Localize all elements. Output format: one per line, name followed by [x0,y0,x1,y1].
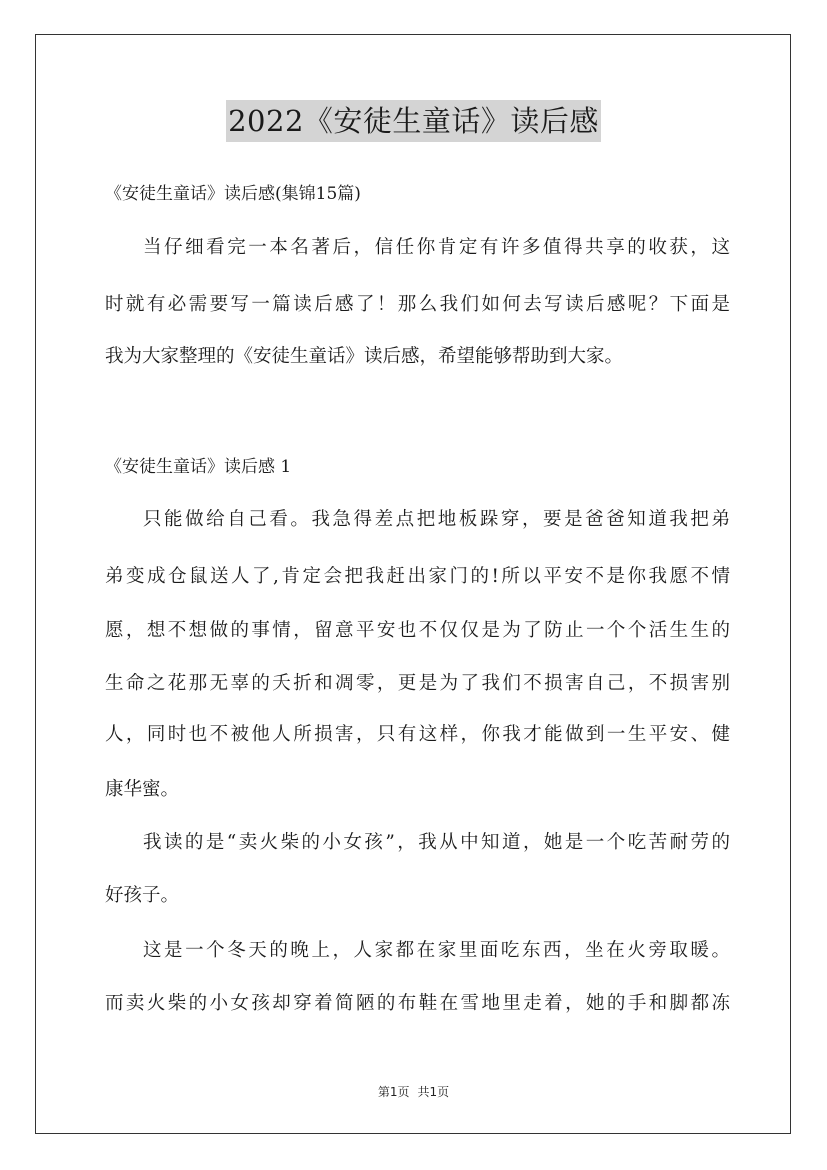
paragraph-line: 弟变成仓鼠送人了,肯定会把我赶出家门的!所以平安不是你我愿不情 [105,566,730,587]
page-footer [0,1083,827,1100]
paragraph-line: 好孩子。 [105,885,180,906]
title-container [0,100,827,142]
paragraph-line: 人，同时也不被他人所损害，只有这样，你我才能做到一生平安、健 [105,724,730,745]
document-title: 2022《安徒生童话》读后感 [226,100,601,142]
paragraph-line: 愿，想不想做的事情，留意平安也不仅仅是为了防止一个个活生生的 [105,620,730,641]
section-heading: 《安徒生童话》读后感 1 [105,457,292,477]
page-number: 第1页 [377,1085,410,1099]
paragraph-line: 这是一个冬天的晚上，人家都在家里面吃东西，坐在火旁取暖。 [143,940,730,961]
document-subtitle: 《安徒生童话》读后感(集锦15篇) [105,184,361,204]
intro-line: 时就有必需要写一篇读后感了！那么我们如何去写读后感呢？下面是 [105,294,730,315]
intro-line: 当仔细看完一本名著后，信任你肯定有许多值得共享的收获，这 [143,237,730,258]
paragraph-line: 只能做给自己看。我急得差点把地板跺穿，要是爸爸知道我把弟 [143,509,730,530]
paragraph-line: 而卖火柴的小女孩却穿着简陋的布鞋在雪地里走着，她的手和脚都冻 [105,993,730,1014]
paragraph-line: 康华蜜。 [105,779,180,800]
intro-line: 我为大家整理的《安徒生童话》读后感，希望能够帮助到大家。 [105,346,624,367]
paragraph-line: 生命之花那无辜的夭折和凋零，更是为了我们不损害自己，不损害别 [105,673,730,694]
page-total: 共1页 [417,1085,450,1099]
paragraph-line: 我读的是“卖火柴的小女孩”，我从中知道，她是一个吃苦耐劳的 [143,832,730,853]
